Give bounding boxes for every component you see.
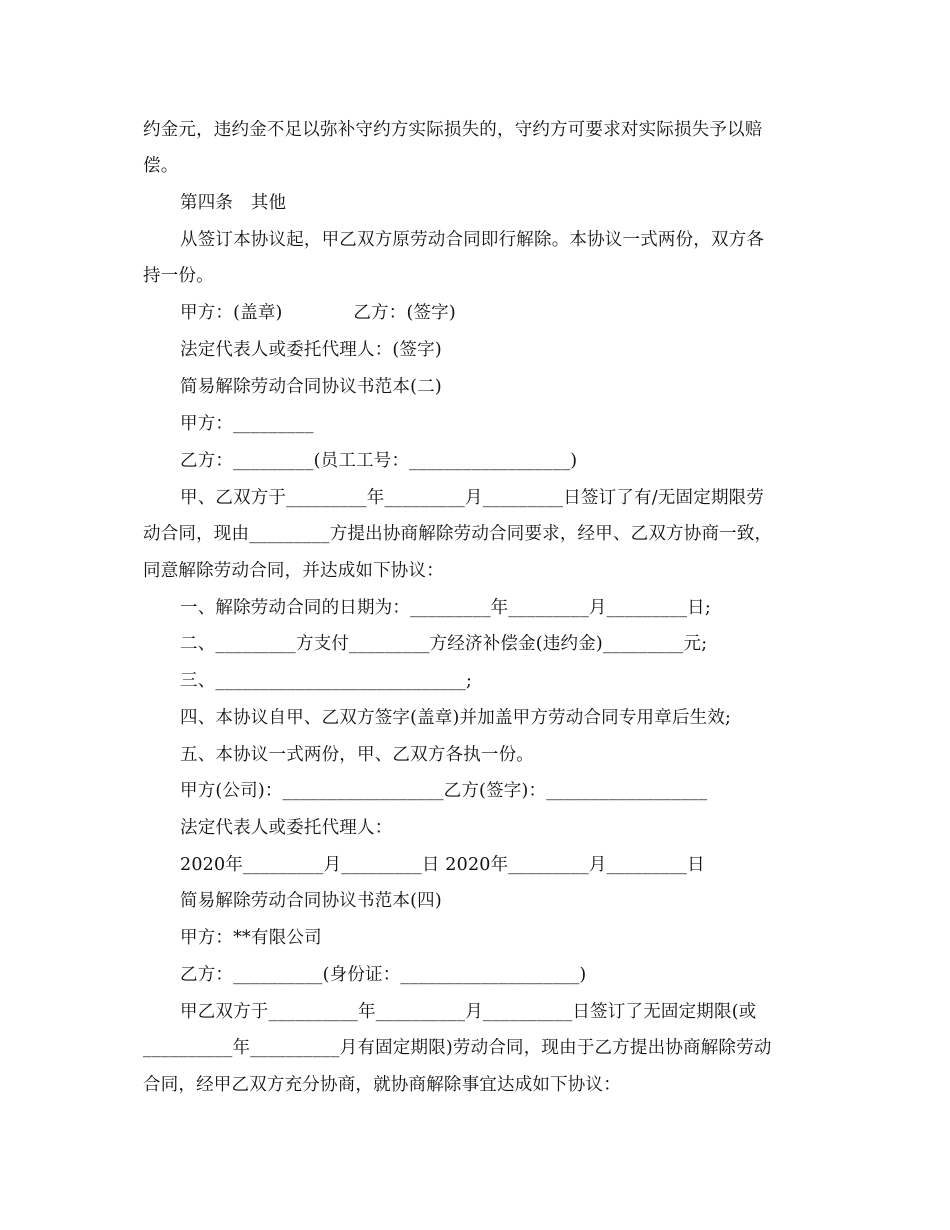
paragraph-line: 动合同，现由_________方提出协商解除劳动合同要求，经甲、乙双方协商一致， xyxy=(143,524,773,544)
clause-item: 四、本协议自甲、乙双方签字(盖章)并加盖甲方劳动合同专用章后生效; xyxy=(180,708,732,728)
paragraph-line: 持一份。 xyxy=(143,266,214,286)
template-title: 简易解除劳动合同协议书范本(四) xyxy=(180,891,442,911)
party-b-line: 乙方：__________(身份证：____________________) xyxy=(180,965,587,985)
paragraph-line: __________年__________月有固定期限)劳动合同，现由于乙方提出协商解除劳动 xyxy=(143,1038,772,1058)
signature-line: 甲方(公司)：__________________乙方(签字)：__________________ xyxy=(180,781,708,801)
paragraph-line: 从签订本协议起，甲乙双方原劳动合同即行解除。本协议一式两份，双方各 xyxy=(180,230,765,250)
party-a-line: 甲方：_________ xyxy=(180,414,314,434)
paragraph-line: 合同，经甲乙双方充分协商，就协商解除事宜达成如下协议： xyxy=(143,1075,621,1095)
signature-line: 甲方：(盖章) 乙方：(签字) xyxy=(180,303,456,323)
clause-item: 一、解除劳动合同的日期为：_________年_________月_________日; xyxy=(180,598,711,618)
clause-item: 二、_________方支付_________方经济补偿金(违约金)_________元; xyxy=(180,634,708,654)
clause-item: 五、本协议一式两份，甲、乙双方各执一份。 xyxy=(180,745,534,765)
date-line: 2020年_________月_________日 2020年_________月_________日 xyxy=(180,855,705,875)
signature-line: 法定代表人或委托代理人：(签字) xyxy=(180,340,442,360)
signature-line: 法定代表人或委托代理人： xyxy=(180,818,393,838)
paragraph-line: 偿。 xyxy=(143,156,179,176)
paragraph-line: 甲、乙双方于_________年_________月_________日签订了有/无固定期限劳 xyxy=(180,488,765,508)
paragraph-line: 约金元，违约金不足以弥补守约方实际损失的，守约方可要求对实际损失予以赔 xyxy=(143,120,763,140)
section-heading: 第四条 其他 xyxy=(180,193,287,213)
template-title: 简易解除劳动合同协议书范本(二) xyxy=(180,377,442,397)
paragraph-line: 同意解除劳动合同，并达成如下协议： xyxy=(143,561,444,581)
clause-item: 三、____________________________; xyxy=(180,671,473,691)
party-a-line: 甲方：**有限公司 xyxy=(180,928,322,948)
party-b-line: 乙方：_________(员工工号：__________________) xyxy=(180,451,578,471)
paragraph-line: 甲乙双方于__________年__________月__________日签订了无固定期限(或 xyxy=(180,1002,757,1022)
